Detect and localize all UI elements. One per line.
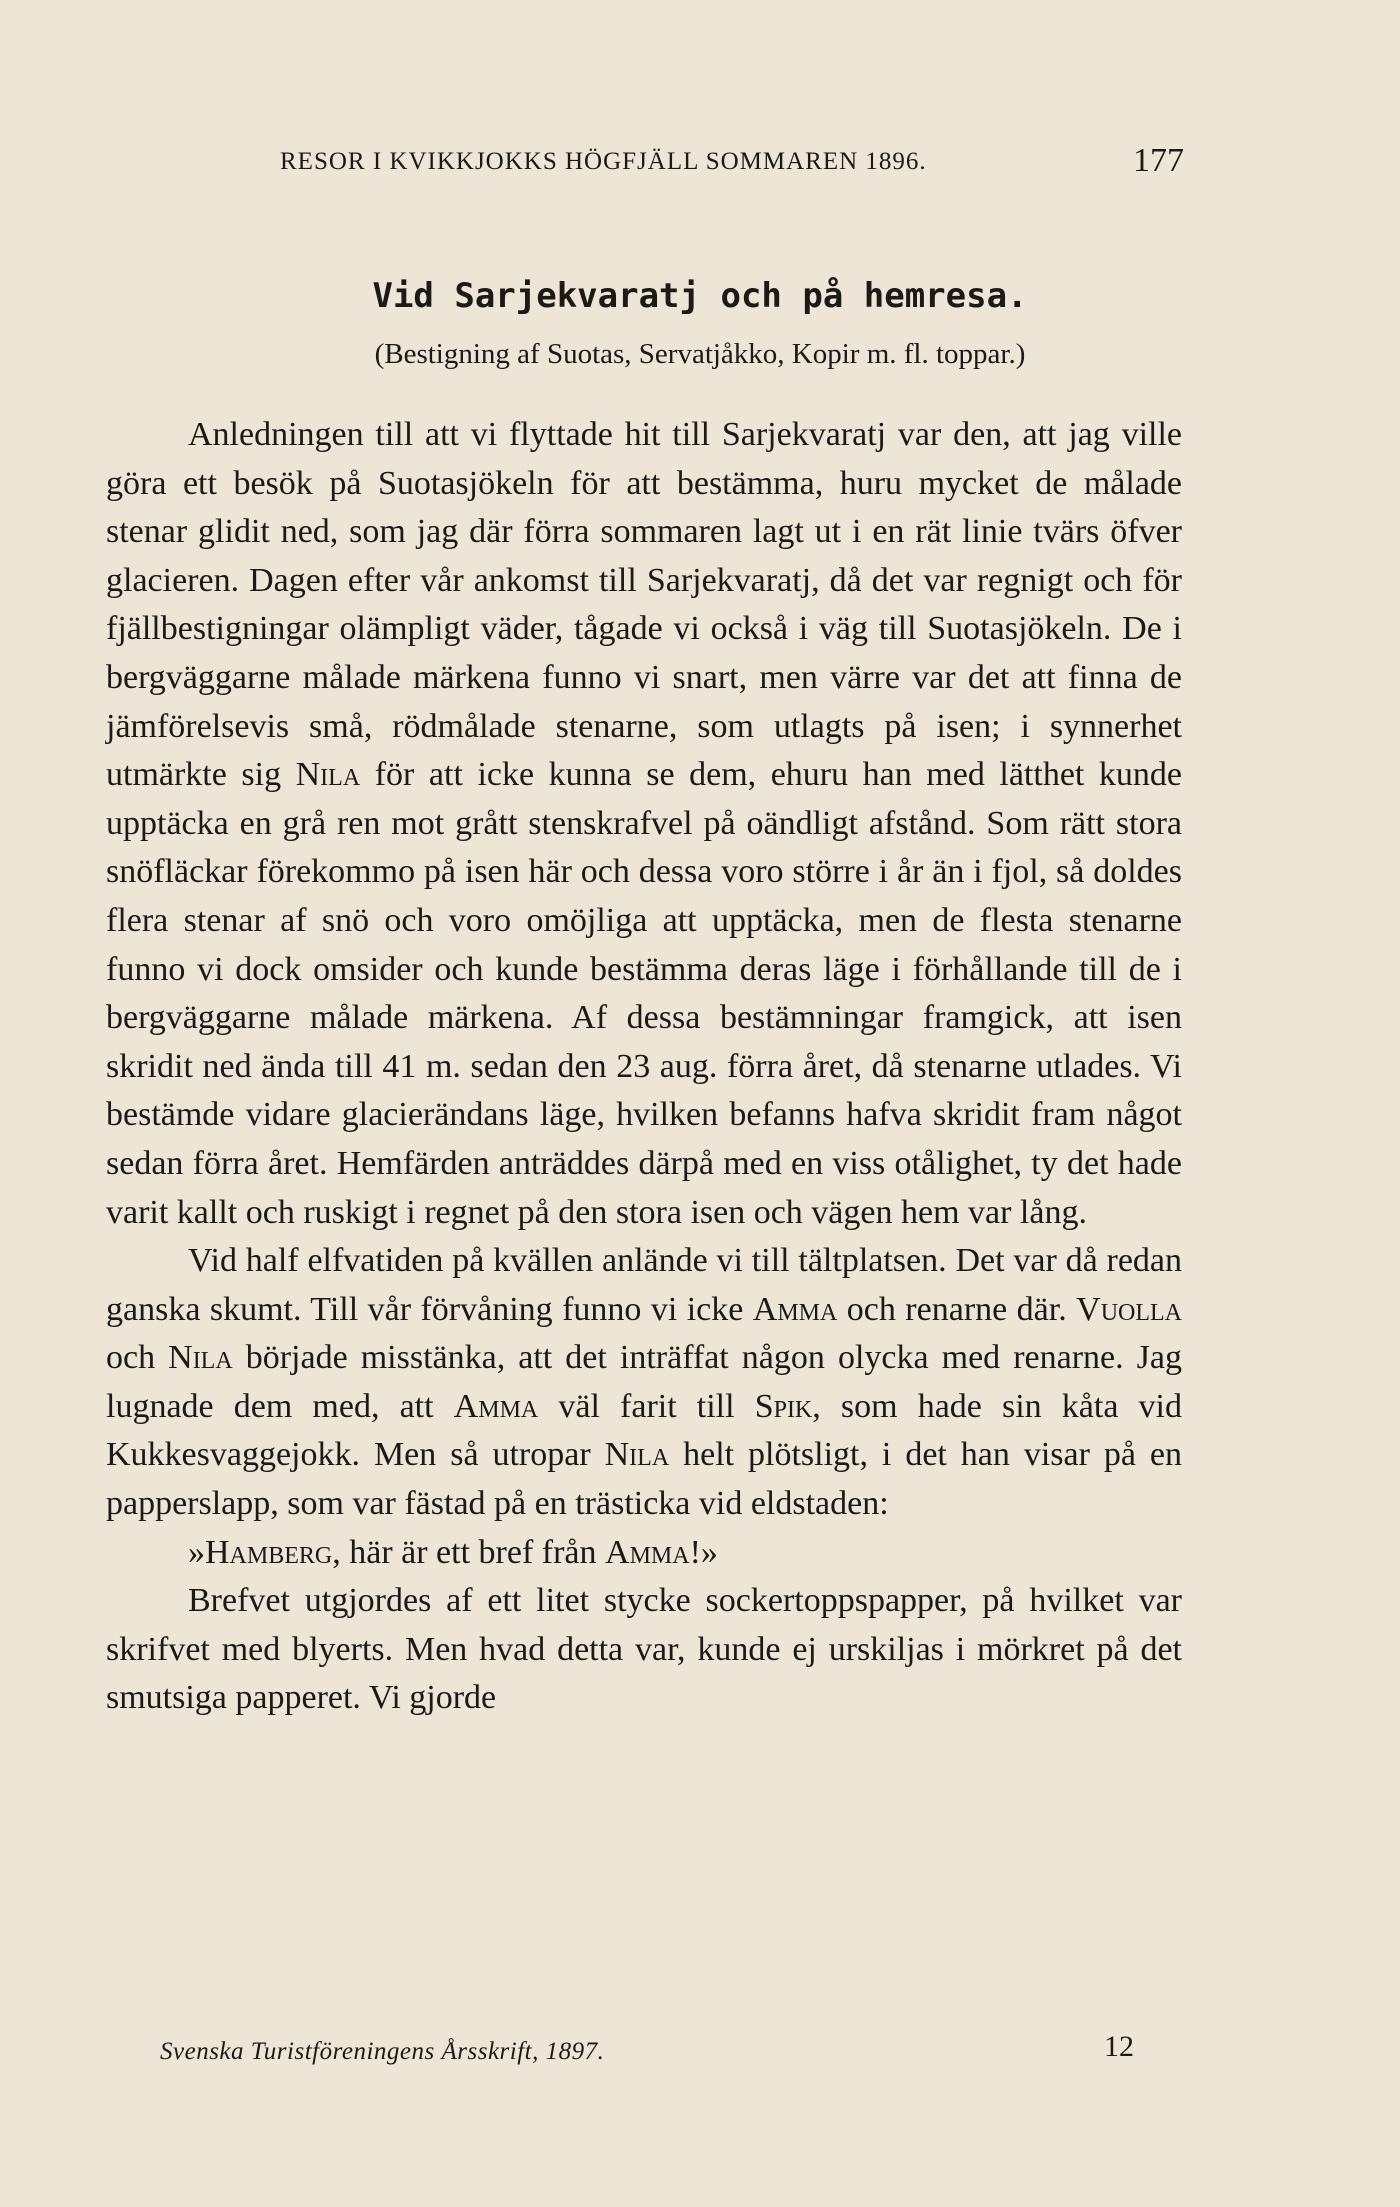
text-run: !» — [689, 1533, 718, 1571]
person-name: Spik — [754, 1387, 813, 1425]
text-run: väl farit till — [538, 1387, 755, 1425]
text-run: , som hade sin kåta vid Kukkesvaggejokk. Men så utropar — [106, 1387, 1182, 1474]
paragraph — [106, 1529, 1182, 1578]
text-run: , här är ett bref från — [332, 1533, 606, 1571]
person-name: Hamberg — [205, 1533, 333, 1571]
paragraph — [106, 411, 1182, 1237]
chapter-subtitle: (Bestigning af Suotas, Servatjåkko, Kopir m. fl. toppar.) — [374, 338, 1026, 370]
text-run: och — [106, 1339, 169, 1377]
text-run: helt plötsligt, i det han visar på en papperslapp, som var fästad på en trästicka vid eldstaden: — [106, 1436, 1182, 1523]
person-name: Nila — [295, 756, 361, 794]
publication-credit: Svenska Turistföreningens Årsskrift, 1897. — [160, 2038, 605, 2065]
text-run: Vid half elfvatiden på kvällen anlände vi till tältplatsen. Det var då redan ganska skumt. Till vår förvåning funno vi icke — [106, 1242, 1182, 1328]
page-footer — [160, 2030, 1184, 2070]
body-text — [106, 411, 1182, 1723]
running-title: RESOR I KVIKKJOKKS HÖGFJÄLL SOMMAREN 1896. — [280, 148, 927, 175]
running-head — [108, 142, 1184, 182]
paragraph — [106, 1237, 1182, 1529]
text-run: började misstänka, att det inträffat någon olycka med renarne. Jag lugnade dem med, att — [106, 1339, 1182, 1425]
person-name: Amma — [605, 1533, 690, 1571]
person-name: Nila — [168, 1339, 233, 1377]
text-run: » — [188, 1533, 205, 1571]
signature-number: 12 — [1104, 2030, 1134, 2063]
chapter-title: Vid Sarjekvaratj och på hemresa. — [372, 276, 1028, 316]
text-run: Anledningen till att vi flyttade hit till Sarjekvaratj var den, att jag ville göra ett besök på Suotasjökeln för att bestämma, huru mycket de målade stenar glidit ned, som jag där förra sommaren lagt ut i en rät linie tvärs öfver glacieren. Dagen efter vår ankomst till Sarjekvaratj, då det var regnigt och för fjällbestigningar olämpligt väder, tågade vi också i väg till Suotasjökeln. De i bergväggarne målade märkena funno vi snart, men värre var det att finna de jämförelsevis små, rödmålade stenarne, som utlagts på isen; i synnerhet utmärkte sig — [106, 416, 1182, 794]
text-run: för att icke kunna se dem, ehuru han med lätthet kunde upptäcka en grå ren mot grått stenskrafvel på oändligt afstånd. Som rätt stora snöfläckar förekommo på isen här och dessa voro större i år än i fjol, så doldes flera stenar af snö och voro omöjliga att upptäcka, men de flesta stenarne funno vi dock omsider och kunde bestämma deras läge i förhållande till de i bergväggarne målade märkena. Af dessa bestämningar framgick, att isen skridit ned ända till 41 m. sedan den 23 aug. förra året, då stenarne utlades. Vi bestämde vidare glacierändans läge, hvilken befanns hafva skridit fram något sedan förra året. Hemfärden anträddes därpå med en viss otålighet, ty det hade varit kallt och ruskigt i regnet på den stora isen och vägen hem var lång. — [106, 756, 1182, 1231]
paragraph: Brefvet utgjordes af ett litet stycke sockertoppspapper, på hvilket var skrifvet med blyerts. Men hvad detta var, kunde ej urskiljas i mörkret på det smutsiga papperet. Vi gjorde — [106, 1582, 1182, 1717]
person-name: Amma — [752, 1290, 838, 1328]
text-run: och renarne där. — [837, 1290, 1077, 1328]
person-name: Nila — [604, 1436, 670, 1474]
person-name: Amma — [453, 1387, 539, 1425]
person-name: Vuolla — [1076, 1290, 1183, 1328]
page-number: 177 — [1133, 142, 1184, 179]
